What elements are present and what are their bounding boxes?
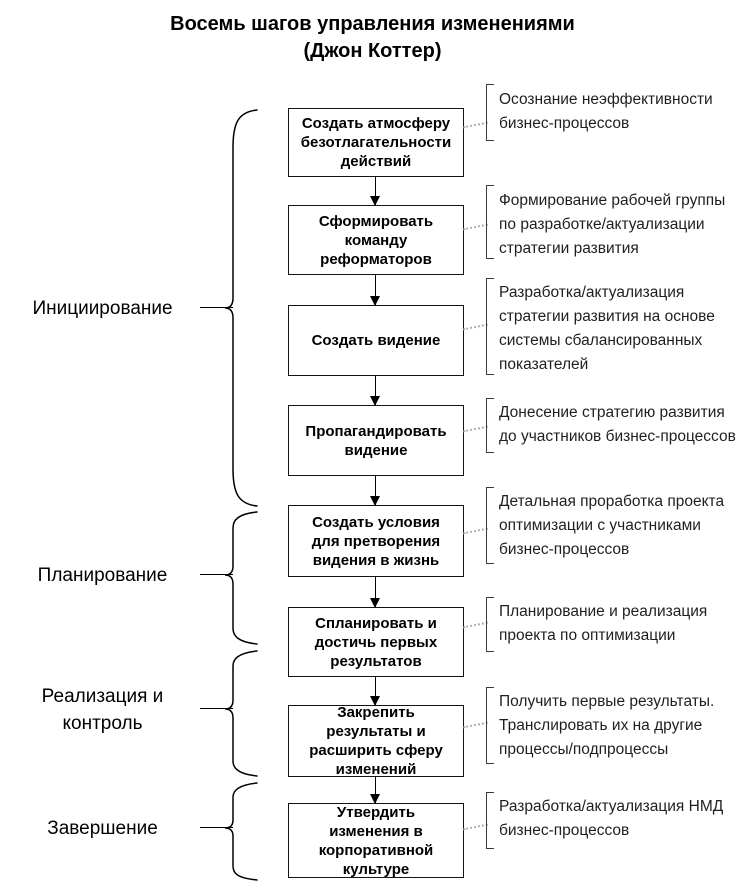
curly-brace-initiation bbox=[224, 109, 258, 507]
step-box-6: Спланировать и достичь первых результатов bbox=[288, 607, 464, 677]
step-note-1: Осознание неэффективности бизнес-процессов bbox=[499, 91, 713, 132]
note-bracket-6 bbox=[486, 597, 494, 652]
note-bracket-8 bbox=[486, 792, 494, 849]
note-bracket-1 bbox=[486, 84, 494, 141]
dotted-connector-1 bbox=[463, 122, 488, 129]
dotted-connector-7 bbox=[463, 722, 488, 729]
phase-label-planning: Планирование bbox=[37, 565, 168, 586]
note-bracket-7 bbox=[486, 687, 494, 764]
dotted-connector-8 bbox=[463, 824, 488, 831]
curly-brace-implementation-control bbox=[224, 650, 258, 777]
dotted-connector-5 bbox=[463, 528, 488, 535]
step-note-5: Детальная проработка проекта оптимизации с участниками бизнес-процессов bbox=[499, 493, 725, 558]
flow-arrow-7-8 bbox=[375, 777, 376, 803]
step-note-2: Формирование рабочей группы по разработке/актуализации стратегии развития bbox=[499, 192, 726, 257]
note-bracket-2 bbox=[486, 185, 494, 259]
dotted-connector-3 bbox=[463, 324, 488, 331]
flow-arrow-2-3 bbox=[375, 275, 376, 305]
dotted-connector-4 bbox=[463, 426, 488, 433]
step-box-3: Создать видение bbox=[288, 305, 464, 376]
step-note-8: Разработка/актуализация НМД бизнес-процессов bbox=[499, 798, 724, 839]
step-note-4: Донесение стратегию развития до участников бизнес-процессов bbox=[499, 404, 736, 445]
step-box-8: Утвердить изменения в корпоративной культуре bbox=[288, 803, 464, 878]
phase-label-initiation: Инициирование bbox=[32, 298, 173, 319]
dotted-connector-2 bbox=[463, 224, 488, 231]
step-box-5: Создать условия для претворения видения в жизнь bbox=[288, 505, 464, 577]
note-bracket-3 bbox=[486, 278, 494, 375]
step-note-7: Получить первые результаты. Транслировать их на другие процессы/подпроцессы bbox=[499, 693, 715, 758]
flow-arrow-4-5 bbox=[375, 476, 376, 505]
curly-brace-planning bbox=[224, 511, 258, 645]
step-note-3: Разработка/актуализация стратегии развития на основе системы сбалансированных показателей bbox=[499, 284, 715, 373]
dotted-connector-6 bbox=[463, 622, 488, 629]
step-box-4: Пропагандировать видение bbox=[288, 405, 464, 476]
note-bracket-4 bbox=[486, 398, 494, 453]
step-note-6: Планирование и реализация проекта по оптимизации bbox=[499, 603, 708, 644]
phase-label-completion: Завершение bbox=[47, 818, 158, 839]
flow-arrow-1-2 bbox=[375, 177, 376, 205]
diagram-title: Восемь шагов управления изменениями (Джон Коттер) bbox=[170, 13, 575, 62]
note-bracket-5 bbox=[486, 487, 494, 564]
step-box-2: Сформировать команду реформаторов bbox=[288, 205, 464, 275]
curly-brace-completion bbox=[224, 782, 258, 881]
flow-arrow-3-4 bbox=[375, 376, 376, 405]
phase-label-implementation-control: Реализация и контроль bbox=[41, 686, 164, 734]
step-box-7: Закрепить результаты и расширить сферу изменений bbox=[288, 705, 464, 777]
step-box-1: Создать атмосферу безотлагательности действий bbox=[288, 108, 464, 177]
flow-arrow-6-7 bbox=[375, 677, 376, 705]
flow-arrow-5-6 bbox=[375, 577, 376, 607]
